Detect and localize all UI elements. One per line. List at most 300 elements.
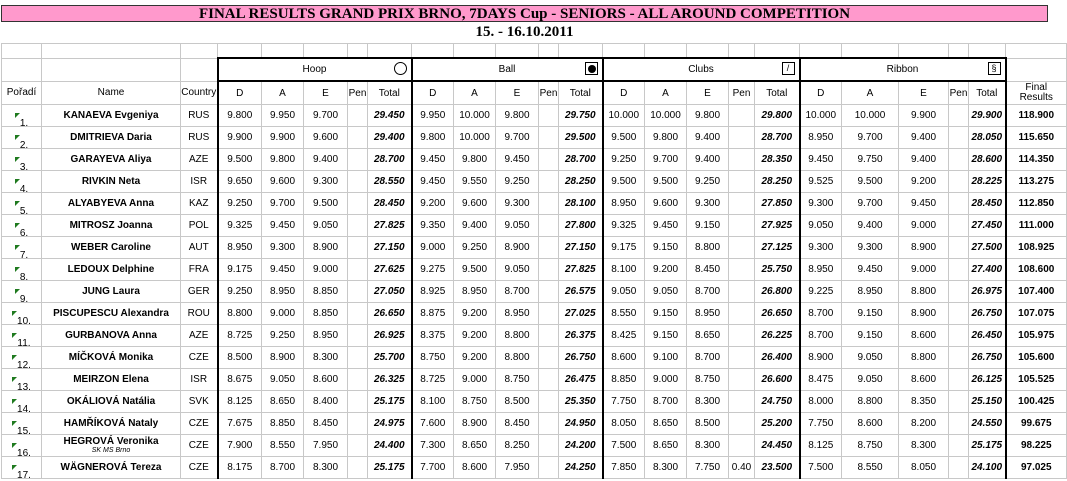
ball-total[interactable]: 24.250 bbox=[559, 457, 603, 479]
clubs-a-score[interactable]: 9.000 bbox=[645, 369, 687, 391]
clubs-e-score[interactable]: 8.700 bbox=[687, 347, 729, 369]
clubs-penalty[interactable] bbox=[729, 215, 755, 237]
final-result[interactable]: 105.600 bbox=[1006, 347, 1067, 369]
hoop-d-score[interactable]: 9.325 bbox=[218, 215, 262, 237]
country-cell[interactable]: SVK bbox=[181, 391, 218, 413]
hoop-total[interactable]: 29.450 bbox=[368, 105, 412, 127]
ball-e-score[interactable]: 9.800 bbox=[496, 105, 539, 127]
ribbon-d-score[interactable]: 9.300 bbox=[800, 237, 842, 259]
ball-total[interactable]: 28.250 bbox=[559, 171, 603, 193]
hoop-e-score[interactable]: 8.850 bbox=[304, 303, 348, 325]
hoop-penalty[interactable] bbox=[348, 281, 368, 303]
clubs-d-score[interactable]: 8.950 bbox=[603, 193, 645, 215]
ribbon-e-score[interactable]: 9.000 bbox=[899, 259, 949, 281]
ball-e-score[interactable]: 8.250 bbox=[496, 435, 539, 457]
final-result[interactable]: 100.425 bbox=[1006, 391, 1067, 413]
rank-cell[interactable] bbox=[2, 303, 42, 325]
clubs-a-score[interactable]: 9.050 bbox=[645, 281, 687, 303]
hoop-a-score[interactable]: 9.800 bbox=[262, 149, 304, 171]
hoop-penalty[interactable] bbox=[348, 303, 368, 325]
ball-penalty[interactable] bbox=[539, 303, 559, 325]
ball-a-score[interactable]: 9.400 bbox=[454, 215, 496, 237]
ribbon-total[interactable]: 24.550 bbox=[969, 413, 1006, 435]
hoop-e-score[interactable]: 9.300 bbox=[304, 171, 348, 193]
clubs-a-score[interactable]: 8.650 bbox=[645, 413, 687, 435]
hoop-penalty[interactable] bbox=[348, 193, 368, 215]
hoop-e-score[interactable]: 8.850 bbox=[304, 281, 348, 303]
clubs-penalty[interactable] bbox=[729, 193, 755, 215]
empty-cell[interactable] bbox=[181, 58, 218, 81]
ball-penalty[interactable] bbox=[539, 149, 559, 171]
country-cell[interactable]: AZE bbox=[181, 149, 218, 171]
country-cell[interactable]: CZE bbox=[181, 457, 218, 479]
hoop-penalty[interactable] bbox=[348, 171, 368, 193]
ball-a-score[interactable]: 8.650 bbox=[454, 435, 496, 457]
rank-cell[interactable] bbox=[2, 369, 42, 391]
clubs-a-score[interactable]: 9.450 bbox=[645, 215, 687, 237]
clubs-d-score[interactable]: 7.750 bbox=[603, 391, 645, 413]
hoop-e-score[interactable]: 8.450 bbox=[304, 413, 348, 435]
rank-cell[interactable] bbox=[2, 259, 42, 281]
clubs-penalty[interactable] bbox=[729, 237, 755, 259]
ball-total[interactable]: 27.025 bbox=[559, 303, 603, 325]
ball-a-score[interactable]: 8.950 bbox=[454, 281, 496, 303]
ribbon-penalty[interactable] bbox=[949, 215, 969, 237]
ball-e-score[interactable]: 8.800 bbox=[496, 325, 539, 347]
ribbon-total[interactable]: 27.500 bbox=[969, 237, 1006, 259]
hoop-e-score[interactable]: 8.950 bbox=[304, 325, 348, 347]
ribbon-penalty[interactable] bbox=[949, 325, 969, 347]
hoop-penalty[interactable] bbox=[348, 435, 368, 457]
ball-total[interactable]: 27.800 bbox=[559, 215, 603, 237]
ribbon-penalty[interactable] bbox=[949, 105, 969, 127]
hoop-a-score[interactable]: 9.050 bbox=[262, 369, 304, 391]
ball-d-score[interactable]: 9.950 bbox=[412, 105, 454, 127]
final-result[interactable]: 107.075 bbox=[1006, 303, 1067, 325]
hoop-e-score[interactable]: 8.300 bbox=[304, 457, 348, 479]
ribbon-total[interactable]: 28.225 bbox=[969, 171, 1006, 193]
country-cell[interactable]: AZE bbox=[181, 325, 218, 347]
ball-d-score[interactable]: 9.800 bbox=[412, 127, 454, 149]
empty-cell[interactable] bbox=[412, 44, 454, 59]
ribbon-d-score[interactable]: 9.050 bbox=[800, 215, 842, 237]
hoop-e-score[interactable]: 9.500 bbox=[304, 193, 348, 215]
hoop-total[interactable]: 27.825 bbox=[368, 215, 412, 237]
hoop-d-score[interactable]: 8.725 bbox=[218, 325, 262, 347]
clubs-d-score[interactable]: 10.000 bbox=[603, 105, 645, 127]
empty-cell[interactable] bbox=[2, 58, 42, 81]
athlete-name-cell[interactable] bbox=[42, 325, 181, 347]
ribbon-d-score[interactable]: 8.700 bbox=[800, 325, 842, 347]
hoop-d-score[interactable]: 9.250 bbox=[218, 193, 262, 215]
ribbon-penalty[interactable] bbox=[949, 171, 969, 193]
ribbon-e-score[interactable]: 8.350 bbox=[899, 391, 949, 413]
ribbon-penalty[interactable] bbox=[949, 281, 969, 303]
clubs-a-score[interactable]: 9.100 bbox=[645, 347, 687, 369]
ribbon-e-score[interactable]: 9.200 bbox=[899, 171, 949, 193]
final-result[interactable]: 105.975 bbox=[1006, 325, 1067, 347]
ball-e-score[interactable]: 8.950 bbox=[496, 303, 539, 325]
ball-d-score[interactable]: 8.375 bbox=[412, 325, 454, 347]
ribbon-e-score[interactable]: 8.900 bbox=[899, 303, 949, 325]
clubs-d-score[interactable]: 9.250 bbox=[603, 149, 645, 171]
ball-d-score[interactable]: 9.350 bbox=[412, 215, 454, 237]
clubs-d-score[interactable]: 9.500 bbox=[603, 171, 645, 193]
rank-cell[interactable] bbox=[2, 435, 42, 457]
final-result[interactable]: 108.600 bbox=[1006, 259, 1067, 281]
clubs-penalty[interactable] bbox=[729, 259, 755, 281]
rank-cell[interactable] bbox=[2, 281, 42, 303]
ribbon-total[interactable]: 26.125 bbox=[969, 369, 1006, 391]
hoop-e-score[interactable]: 9.400 bbox=[304, 149, 348, 171]
ball-total[interactable]: 24.200 bbox=[559, 435, 603, 457]
ribbon-total[interactable]: 28.600 bbox=[969, 149, 1006, 171]
ribbon-d-score[interactable]: 10.000 bbox=[800, 105, 842, 127]
clubs-d-score[interactable]: 9.500 bbox=[603, 127, 645, 149]
final-result[interactable]: 97.025 bbox=[1006, 457, 1067, 479]
ball-e-score[interactable]: 7.950 bbox=[496, 457, 539, 479]
ball-d-score[interactable]: 9.450 bbox=[412, 171, 454, 193]
ribbon-e-score[interactable]: 9.400 bbox=[899, 149, 949, 171]
ribbon-total[interactable]: 26.750 bbox=[969, 303, 1006, 325]
hoop-total[interactable]: 28.450 bbox=[368, 193, 412, 215]
ball-e-score[interactable]: 9.700 bbox=[496, 127, 539, 149]
ball-e-score[interactable]: 8.450 bbox=[496, 413, 539, 435]
clubs-d-score[interactable]: 9.050 bbox=[603, 281, 645, 303]
ball-penalty[interactable] bbox=[539, 413, 559, 435]
rank-cell[interactable] bbox=[2, 325, 42, 347]
ball-d-score[interactable]: 9.450 bbox=[412, 149, 454, 171]
hoop-total[interactable]: 27.050 bbox=[368, 281, 412, 303]
ribbon-e-score[interactable]: 8.900 bbox=[899, 237, 949, 259]
clubs-e-score[interactable]: 9.400 bbox=[687, 127, 729, 149]
ribbon-a-score[interactable]: 9.150 bbox=[842, 325, 899, 347]
country-cell[interactable]: GER bbox=[181, 281, 218, 303]
clubs-total[interactable]: 26.400 bbox=[755, 347, 800, 369]
hoop-d-score[interactable]: 8.675 bbox=[218, 369, 262, 391]
hoop-total[interactable]: 27.625 bbox=[368, 259, 412, 281]
clubs-d-score[interactable]: 9.175 bbox=[603, 237, 645, 259]
empty-cell[interactable] bbox=[1006, 44, 1067, 59]
final-result[interactable]: 113.275 bbox=[1006, 171, 1067, 193]
ribbon-e-score[interactable]: 8.800 bbox=[899, 347, 949, 369]
hoop-a-score[interactable]: 8.850 bbox=[262, 413, 304, 435]
clubs-total[interactable]: 28.350 bbox=[755, 149, 800, 171]
hoop-penalty[interactable] bbox=[348, 149, 368, 171]
hoop-e-score[interactable]: 9.700 bbox=[304, 105, 348, 127]
ball-penalty[interactable] bbox=[539, 347, 559, 369]
ribbon-a-score[interactable]: 9.050 bbox=[842, 369, 899, 391]
hoop-e-score[interactable]: 9.600 bbox=[304, 127, 348, 149]
hoop-e-score[interactable]: 8.600 bbox=[304, 369, 348, 391]
empty-cell[interactable] bbox=[539, 44, 559, 59]
rank-cell[interactable] bbox=[2, 347, 42, 369]
hoop-penalty[interactable] bbox=[348, 325, 368, 347]
athlete-name-cell[interactable] bbox=[42, 457, 181, 479]
ribbon-e-score[interactable]: 9.900 bbox=[899, 105, 949, 127]
athlete-name-cell[interactable] bbox=[42, 105, 181, 127]
hoop-penalty[interactable] bbox=[348, 369, 368, 391]
hoop-e-score[interactable]: 9.050 bbox=[304, 215, 348, 237]
ribbon-d-score[interactable]: 8.125 bbox=[800, 435, 842, 457]
clubs-total[interactable]: 26.650 bbox=[755, 303, 800, 325]
hoop-a-score[interactable]: 9.600 bbox=[262, 171, 304, 193]
clubs-total[interactable]: 24.750 bbox=[755, 391, 800, 413]
ribbon-a-score[interactable]: 9.450 bbox=[842, 259, 899, 281]
clubs-penalty[interactable]: 0.40 bbox=[729, 457, 755, 479]
ball-total[interactable]: 29.500 bbox=[559, 127, 603, 149]
hoop-a-score[interactable]: 9.000 bbox=[262, 303, 304, 325]
ribbon-e-score[interactable]: 8.200 bbox=[899, 413, 949, 435]
ribbon-d-score[interactable]: 8.950 bbox=[800, 259, 842, 281]
ribbon-e-score[interactable]: 8.600 bbox=[899, 369, 949, 391]
ball-e-score[interactable]: 8.700 bbox=[496, 281, 539, 303]
hoop-a-score[interactable]: 8.550 bbox=[262, 435, 304, 457]
hoop-a-score[interactable]: 9.950 bbox=[262, 105, 304, 127]
ribbon-a-score[interactable]: 8.950 bbox=[842, 281, 899, 303]
empty-cell[interactable] bbox=[368, 44, 412, 59]
ball-a-score[interactable]: 10.000 bbox=[454, 105, 496, 127]
empty-cell[interactable] bbox=[1006, 58, 1067, 81]
ribbon-total[interactable]: 28.450 bbox=[969, 193, 1006, 215]
clubs-d-score[interactable]: 8.850 bbox=[603, 369, 645, 391]
athlete-name-cell[interactable] bbox=[42, 237, 181, 259]
athlete-name-cell[interactable] bbox=[42, 347, 181, 369]
ribbon-penalty[interactable] bbox=[949, 413, 969, 435]
ball-e-score[interactable]: 9.050 bbox=[496, 215, 539, 237]
empty-cell[interactable] bbox=[842, 44, 899, 59]
clubs-total[interactable]: 23.500 bbox=[755, 457, 800, 479]
ribbon-penalty[interactable] bbox=[949, 149, 969, 171]
empty-cell[interactable] bbox=[454, 44, 496, 59]
hoop-d-score[interactable]: 8.800 bbox=[218, 303, 262, 325]
clubs-total[interactable]: 26.600 bbox=[755, 369, 800, 391]
hoop-d-score[interactable]: 9.500 bbox=[218, 149, 262, 171]
ball-d-score[interactable]: 9.275 bbox=[412, 259, 454, 281]
clubs-a-score[interactable]: 9.200 bbox=[645, 259, 687, 281]
ball-penalty[interactable] bbox=[539, 391, 559, 413]
hoop-total[interactable]: 24.400 bbox=[368, 435, 412, 457]
ball-penalty[interactable] bbox=[539, 457, 559, 479]
rank-cell[interactable] bbox=[2, 105, 42, 127]
hoop-a-score[interactable]: 8.950 bbox=[262, 281, 304, 303]
hoop-total[interactable]: 28.550 bbox=[368, 171, 412, 193]
ribbon-d-score[interactable]: 9.300 bbox=[800, 193, 842, 215]
hoop-d-score[interactable]: 9.800 bbox=[218, 105, 262, 127]
ball-a-score[interactable]: 9.600 bbox=[454, 193, 496, 215]
empty-cell[interactable] bbox=[181, 44, 218, 59]
hoop-d-score[interactable]: 8.175 bbox=[218, 457, 262, 479]
clubs-d-score[interactable]: 8.550 bbox=[603, 303, 645, 325]
hoop-total[interactable]: 25.175 bbox=[368, 391, 412, 413]
ball-a-score[interactable]: 8.900 bbox=[454, 413, 496, 435]
ball-penalty[interactable] bbox=[539, 369, 559, 391]
hoop-d-score[interactable]: 9.900 bbox=[218, 127, 262, 149]
final-result[interactable]: 107.400 bbox=[1006, 281, 1067, 303]
ribbon-penalty[interactable] bbox=[949, 193, 969, 215]
ball-penalty[interactable] bbox=[539, 171, 559, 193]
hoop-total[interactable]: 25.175 bbox=[368, 457, 412, 479]
ribbon-d-score[interactable]: 8.950 bbox=[800, 127, 842, 149]
ball-a-score[interactable]: 8.600 bbox=[454, 457, 496, 479]
clubs-d-score[interactable]: 9.325 bbox=[603, 215, 645, 237]
ball-d-score[interactable]: 8.750 bbox=[412, 347, 454, 369]
clubs-penalty[interactable] bbox=[729, 171, 755, 193]
hoop-e-score[interactable]: 7.950 bbox=[304, 435, 348, 457]
hoop-a-score[interactable]: 9.300 bbox=[262, 237, 304, 259]
ball-a-score[interactable]: 8.750 bbox=[454, 391, 496, 413]
ball-a-score[interactable]: 9.200 bbox=[454, 325, 496, 347]
hoop-e-score[interactable]: 9.000 bbox=[304, 259, 348, 281]
ball-a-score[interactable]: 9.500 bbox=[454, 259, 496, 281]
empty-cell[interactable] bbox=[800, 44, 842, 59]
ribbon-penalty[interactable] bbox=[949, 127, 969, 149]
final-result[interactable]: 118.900 bbox=[1006, 105, 1067, 127]
hoop-e-score[interactable]: 8.400 bbox=[304, 391, 348, 413]
empty-cell[interactable] bbox=[2, 44, 42, 59]
ribbon-penalty[interactable] bbox=[949, 391, 969, 413]
ribbon-total[interactable]: 26.975 bbox=[969, 281, 1006, 303]
empty-cell[interactable] bbox=[755, 44, 800, 59]
clubs-a-score[interactable]: 8.300 bbox=[645, 457, 687, 479]
clubs-d-score[interactable]: 7.500 bbox=[603, 435, 645, 457]
rank-cell[interactable] bbox=[2, 215, 42, 237]
athlete-name-cell[interactable] bbox=[42, 281, 181, 303]
hoop-total[interactable]: 26.650 bbox=[368, 303, 412, 325]
ball-d-score[interactable]: 8.875 bbox=[412, 303, 454, 325]
ribbon-e-score[interactable]: 8.800 bbox=[899, 281, 949, 303]
clubs-a-score[interactable]: 10.000 bbox=[645, 105, 687, 127]
hoop-total[interactable]: 24.975 bbox=[368, 413, 412, 435]
ball-d-score[interactable]: 7.700 bbox=[412, 457, 454, 479]
clubs-d-score[interactable]: 7.850 bbox=[603, 457, 645, 479]
athlete-name-cell[interactable] bbox=[42, 369, 181, 391]
ribbon-a-score[interactable]: 9.500 bbox=[842, 171, 899, 193]
hoop-penalty[interactable] bbox=[348, 237, 368, 259]
clubs-total[interactable]: 25.200 bbox=[755, 413, 800, 435]
ball-total[interactable]: 24.950 bbox=[559, 413, 603, 435]
ribbon-total[interactable]: 27.450 bbox=[969, 215, 1006, 237]
ribbon-e-score[interactable]: 8.300 bbox=[899, 435, 949, 457]
ribbon-total[interactable]: 27.400 bbox=[969, 259, 1006, 281]
clubs-a-score[interactable]: 8.700 bbox=[645, 391, 687, 413]
hoop-d-score[interactable]: 8.950 bbox=[218, 237, 262, 259]
country-cell[interactable]: CZE bbox=[181, 435, 218, 457]
hoop-a-score[interactable]: 8.700 bbox=[262, 457, 304, 479]
rank-cell[interactable] bbox=[2, 127, 42, 149]
empty-cell[interactable] bbox=[949, 44, 969, 59]
final-result[interactable]: 115.650 bbox=[1006, 127, 1067, 149]
ribbon-penalty[interactable] bbox=[949, 347, 969, 369]
country-cell[interactable]: ISR bbox=[181, 171, 218, 193]
ribbon-penalty[interactable] bbox=[949, 303, 969, 325]
hoop-a-score[interactable]: 9.700 bbox=[262, 193, 304, 215]
ribbon-penalty[interactable] bbox=[949, 237, 969, 259]
hoop-total[interactable]: 25.700 bbox=[368, 347, 412, 369]
ribbon-e-score[interactable]: 9.400 bbox=[899, 127, 949, 149]
country-cell[interactable]: ISR bbox=[181, 369, 218, 391]
clubs-penalty[interactable] bbox=[729, 303, 755, 325]
clubs-e-score[interactable]: 7.750 bbox=[687, 457, 729, 479]
athlete-name-cell[interactable] bbox=[42, 127, 181, 149]
ribbon-d-score[interactable]: 7.750 bbox=[800, 413, 842, 435]
ribbon-d-score[interactable]: 8.475 bbox=[800, 369, 842, 391]
ball-penalty[interactable] bbox=[539, 281, 559, 303]
clubs-penalty[interactable] bbox=[729, 105, 755, 127]
ball-e-score[interactable]: 8.800 bbox=[496, 347, 539, 369]
clubs-e-score[interactable]: 8.650 bbox=[687, 325, 729, 347]
rank-cell[interactable] bbox=[2, 391, 42, 413]
final-result[interactable]: 98.225 bbox=[1006, 435, 1067, 457]
country-cell[interactable]: KAZ bbox=[181, 193, 218, 215]
ball-d-score[interactable]: 7.300 bbox=[412, 435, 454, 457]
ball-d-score[interactable]: 8.725 bbox=[412, 369, 454, 391]
ball-e-score[interactable]: 8.500 bbox=[496, 391, 539, 413]
clubs-penalty[interactable] bbox=[729, 325, 755, 347]
ribbon-d-score[interactable]: 7.500 bbox=[800, 457, 842, 479]
ribbon-a-score[interactable]: 8.550 bbox=[842, 457, 899, 479]
ribbon-d-score[interactable]: 8.900 bbox=[800, 347, 842, 369]
clubs-e-score[interactable]: 8.750 bbox=[687, 369, 729, 391]
ball-total[interactable]: 27.150 bbox=[559, 237, 603, 259]
clubs-total[interactable]: 25.750 bbox=[755, 259, 800, 281]
empty-cell[interactable] bbox=[262, 44, 304, 59]
ball-total[interactable]: 26.475 bbox=[559, 369, 603, 391]
ball-a-score[interactable]: 9.250 bbox=[454, 237, 496, 259]
clubs-penalty[interactable] bbox=[729, 347, 755, 369]
ribbon-a-score[interactable]: 9.050 bbox=[842, 347, 899, 369]
athlete-name-cell[interactable] bbox=[42, 391, 181, 413]
ribbon-a-score[interactable]: 9.150 bbox=[842, 303, 899, 325]
clubs-total[interactable]: 29.800 bbox=[755, 105, 800, 127]
ribbon-e-score[interactable]: 8.600 bbox=[899, 325, 949, 347]
athlete-name-cell[interactable] bbox=[42, 193, 181, 215]
hoop-d-score[interactable]: 9.250 bbox=[218, 281, 262, 303]
ribbon-a-score[interactable]: 8.750 bbox=[842, 435, 899, 457]
ball-penalty[interactable] bbox=[539, 237, 559, 259]
final-result[interactable]: 111.000 bbox=[1006, 215, 1067, 237]
ball-penalty[interactable] bbox=[539, 193, 559, 215]
final-result[interactable]: 112.850 bbox=[1006, 193, 1067, 215]
athlete-name-cell[interactable] bbox=[42, 215, 181, 237]
empty-cell[interactable] bbox=[729, 44, 755, 59]
rank-cell[interactable] bbox=[2, 457, 42, 479]
clubs-e-score[interactable]: 9.300 bbox=[687, 193, 729, 215]
ball-a-score[interactable]: 9.200 bbox=[454, 347, 496, 369]
country-cell[interactable]: RUS bbox=[181, 105, 218, 127]
empty-cell[interactable] bbox=[42, 44, 181, 59]
ball-d-score[interactable]: 9.200 bbox=[412, 193, 454, 215]
country-cell[interactable]: CZE bbox=[181, 413, 218, 435]
ribbon-total[interactable]: 28.050 bbox=[969, 127, 1006, 149]
clubs-d-score[interactable]: 8.050 bbox=[603, 413, 645, 435]
athlete-name-cell[interactable] bbox=[42, 303, 181, 325]
hoop-e-score[interactable]: 8.300 bbox=[304, 347, 348, 369]
athlete-name-cell[interactable] bbox=[42, 413, 181, 435]
empty-cell[interactable] bbox=[645, 44, 687, 59]
athlete-name-cell[interactable] bbox=[42, 171, 181, 193]
clubs-a-score[interactable]: 9.800 bbox=[645, 127, 687, 149]
ribbon-penalty[interactable] bbox=[949, 259, 969, 281]
ball-penalty[interactable] bbox=[539, 435, 559, 457]
hoop-penalty[interactable] bbox=[348, 391, 368, 413]
ball-total[interactable]: 26.750 bbox=[559, 347, 603, 369]
ball-penalty[interactable] bbox=[539, 325, 559, 347]
empty-cell[interactable] bbox=[687, 44, 729, 59]
ribbon-a-score[interactable]: 9.300 bbox=[842, 237, 899, 259]
hoop-total[interactable]: 28.700 bbox=[368, 149, 412, 171]
clubs-e-score[interactable]: 8.800 bbox=[687, 237, 729, 259]
